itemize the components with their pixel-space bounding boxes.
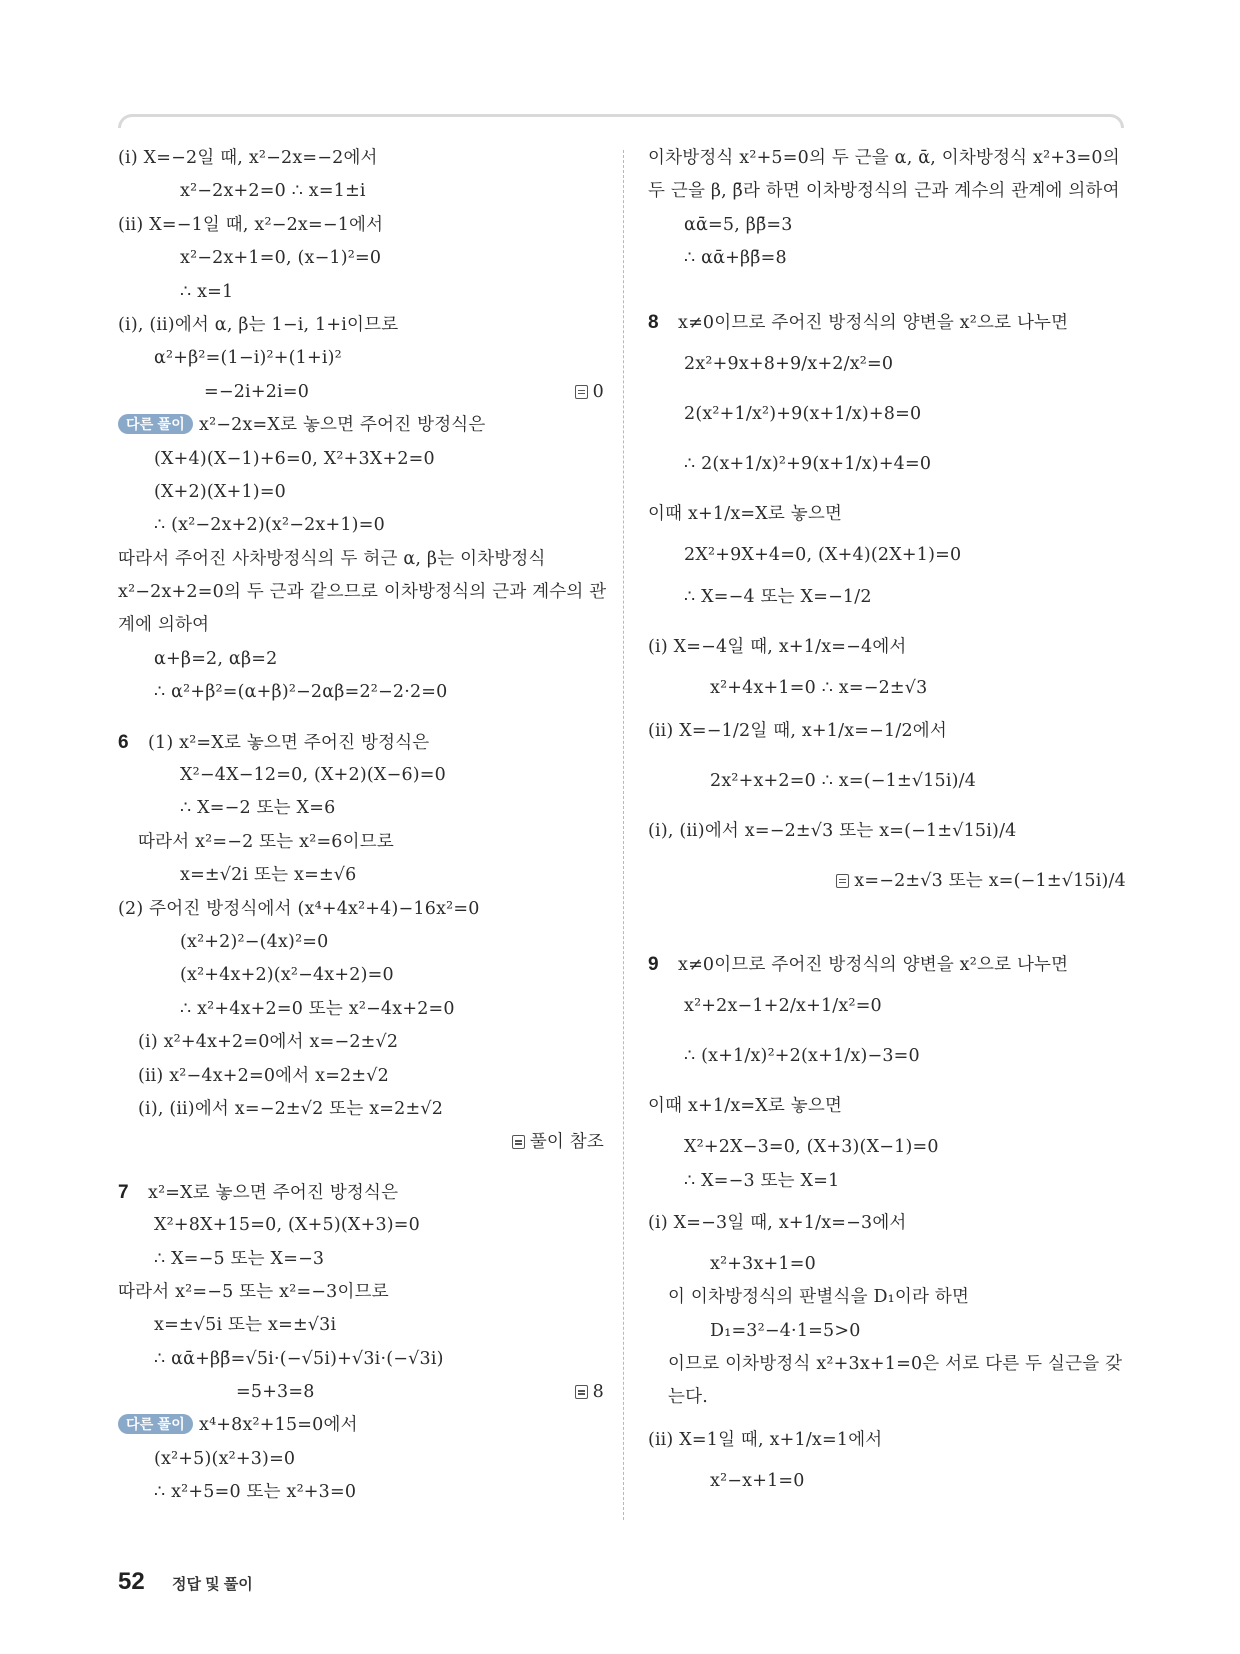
answer-line — [118, 1126, 604, 1159]
line: (x²+4x+2)(x²−4x+2)=0 — [180, 965, 394, 986]
answer — [575, 1376, 604, 1409]
line: 는다. — [668, 1387, 708, 1408]
line: x²−2x+2=0 ∴ x=1±i — [180, 181, 366, 202]
line: 이차방정식 x²+5=0의 두 근을 α, ᾱ, 이차방정식 x²+3=0의 — [648, 148, 1120, 168]
equation: (1) x²=X로 놓으면 주어진 방정식은 — [148, 732, 430, 753]
line: 2X²+9X+4=0, (X+4)(2X+1)=0 — [684, 544, 962, 565]
line: (x²+2)²−(4x)²=0 — [180, 931, 329, 952]
line: 따라서 x²=−2 또는 x²=6이므로 — [138, 831, 394, 852]
line: 따라서 주어진 사차방정식의 두 허근 α, β는 이차방정식 — [118, 548, 546, 569]
line: 2x²+9x+8+9/x+2/x²=0 — [684, 353, 894, 374]
equation: x≠0이므로 주어진 방정식의 양변을 x²으로 나누면 — [678, 312, 1069, 333]
line: ∴ (x+1/x)²+2(x+1/x)−3=0 — [684, 1046, 920, 1067]
line: x²+2x−1+2/x+1/x²=0 — [684, 996, 882, 1017]
line: x²−2x+2=0의 두 근과 같으므로 이차방정식의 근과 계수의 관 — [118, 582, 607, 603]
line: (X+4)(X−1)+6=0, X²+3X+2=0 — [154, 448, 435, 469]
line: X²+8X+15=0, (X+5)(X+3)=0 — [154, 1215, 421, 1236]
line: 2x²+x+2=0 ∴ x=(−1±√15i)/4 — [710, 770, 977, 791]
line: (ⅰ), (ⅱ)에서 α, β는 1−i, 1+i이므로 — [118, 314, 399, 335]
line: α²+β²=(1−i)²+(1+i)² — [154, 348, 342, 369]
line: ∴ X=−5 또는 X=−3 — [154, 1248, 325, 1269]
line: (ⅱ) X=−1일 때, x²−2x=−1에서 — [118, 214, 384, 235]
line: (ⅰ), (ⅱ)에서 x=−2±√3 또는 x=(−1±√15i)/4 — [648, 820, 1017, 841]
equation: x²−2x=X로 놓으면 주어진 방정식은 — [199, 415, 486, 436]
answer-icon — [512, 1135, 525, 1149]
line: ∴ αᾱ+ββ̄=8 — [684, 248, 787, 269]
line: ∴ αᾱ+ββ̄=√5i·(−√5i)+√3i·(−√3i) — [154, 1348, 444, 1369]
line: (ⅱ) x²−4x+2=0에서 x=2±√2 — [138, 1065, 389, 1086]
equation: x⁴+8x²+15=0에서 — [199, 1415, 358, 1436]
line: (ⅱ) X=1일 때, x+1/x=1에서 — [648, 1429, 883, 1450]
line: x=±√2i 또는 x=±√6 — [180, 865, 357, 886]
line: ∴ 2(x+1/x)²+9(x+1/x)+4=0 — [684, 453, 932, 474]
equation: x≠0이므로 주어진 방정식의 양변을 x²으로 나누면 — [678, 954, 1069, 975]
line: ∴ x²+5=0 또는 x²+3=0 — [154, 1482, 357, 1503]
line: 계에 의하여 — [118, 615, 210, 636]
equation: =−2i+2i=0 — [204, 381, 310, 402]
line: 2(x²+1/x²)+9(x+1/x)+8=0 — [684, 403, 922, 424]
problem-number: 7 — [118, 1181, 129, 1203]
alt-solution-badge: 다른 풀이 — [118, 1414, 193, 1434]
line: D₁=3²−4·1=5>0 — [710, 1320, 861, 1341]
line: X²+2X−3=0, (X+3)(X−1)=0 — [684, 1137, 939, 1158]
answer — [836, 856, 1126, 906]
page-number: 52 — [118, 1568, 145, 1595]
line: 따라서 x²=−5 또는 x²=−3이므로 — [118, 1281, 389, 1302]
line: ∴ X=−2 또는 X=6 — [180, 798, 336, 819]
line: ∴ α²+β²=(α+β)²−2αβ=2²−2·2=0 — [154, 682, 448, 703]
line: x²−x+1=0 — [710, 1470, 805, 1491]
line: ∴ x=1 — [180, 281, 234, 302]
line: x²+4x+1=0 ∴ x=−2±√3 — [710, 678, 928, 699]
line: 이 이차방정식의 판별식을 D₁이라 하면 — [668, 1287, 970, 1308]
line: 이때 x+1/x=X로 놓으면 — [648, 1096, 843, 1117]
line: (ⅰ) X=−2일 때, x²−2x=−2에서 — [118, 148, 378, 168]
problem-number: 9 — [648, 953, 659, 975]
answer-value: 0 — [592, 381, 604, 402]
alt-solution-badge: 다른 풀이 — [118, 414, 193, 434]
line: x²+3x+1=0 — [710, 1253, 816, 1274]
line: x=±√5i 또는 x=±√3i — [154, 1315, 337, 1336]
line: ∴ X=−4 또는 X=−1/2 — [684, 587, 872, 608]
problem-8-header — [648, 306, 1126, 339]
line: (2) 주어진 방정식에서 (x⁴+4x²+4)−16x²=0 — [118, 898, 480, 919]
line: (X+2)(X+1)=0 — [154, 481, 287, 502]
line: 이므로 이차방정식 x²+3x+1=0은 서로 다른 두 실근을 갖 — [668, 1354, 1123, 1375]
answer-icon — [836, 874, 849, 888]
problem-9-header — [648, 948, 1126, 981]
problem-number: 6 — [118, 731, 129, 753]
problem-7-header — [118, 1176, 604, 1209]
line: (ⅰ) X=−4일 때, x+1/x=−4에서 — [648, 637, 907, 658]
left-column — [118, 142, 607, 1510]
footer-label: 정답 및 풀이 — [172, 1576, 253, 1593]
answer-value: 8 — [592, 1382, 604, 1403]
line: (ⅰ), (ⅱ)에서 x=−2±√2 또는 x=2±√2 — [138, 1098, 444, 1119]
line-with-answer — [118, 1376, 604, 1409]
line: X²−4X−12=0, (X+2)(X−6)=0 — [180, 765, 447, 786]
problem-number: 8 — [648, 311, 659, 333]
answer-line — [648, 856, 1126, 906]
equation: x²=X로 놓으면 주어진 방정식은 — [148, 1182, 399, 1203]
answer-icon — [575, 385, 588, 399]
line: 이때 x+1/x=X로 놓으면 — [648, 503, 843, 524]
line: (ⅰ) X=−3일 때, x+1/x=−3에서 — [648, 1212, 907, 1233]
answer — [512, 1126, 604, 1159]
problem-6-header — [118, 726, 604, 759]
line: ∴ X=−3 또는 X=1 — [684, 1170, 840, 1191]
alt-solution-line — [118, 409, 604, 442]
answer-value: x=−2±√3 또는 x=(−1±√15i)/4 — [854, 870, 1126, 891]
line: (x²+5)(x²+3)=0 — [154, 1448, 296, 1469]
column-divider — [623, 150, 624, 1520]
right-column — [648, 142, 1126, 1498]
alt-solution-line — [118, 1409, 604, 1442]
line: ∴ (x²−2x+2)(x²−2x+1)=0 — [154, 515, 385, 536]
line: (ⅱ) X=−1/2일 때, x+1/x=−1/2에서 — [648, 720, 947, 741]
answer — [575, 376, 604, 409]
answer-icon — [575, 1385, 588, 1399]
equation: =5+3=8 — [236, 1382, 315, 1403]
line: (ⅰ) x²+4x+2=0에서 x=−2±√2 — [138, 1032, 399, 1053]
top-rule — [118, 114, 1124, 128]
line: α+β=2, αβ=2 — [154, 648, 278, 669]
answer-value: 풀이 참조 — [529, 1132, 604, 1153]
line-with-answer — [118, 376, 604, 409]
line: x²−2x+1=0, (x−1)²=0 — [180, 248, 382, 269]
line: αᾱ=5, ββ̄=3 — [684, 214, 793, 235]
line: ∴ x²+4x+2=0 또는 x²−4x+2=0 — [180, 998, 455, 1019]
line: 두 근을 β, β̄라 하면 이차방정식의 근과 계수의 관계에 의하여 — [648, 181, 1120, 202]
